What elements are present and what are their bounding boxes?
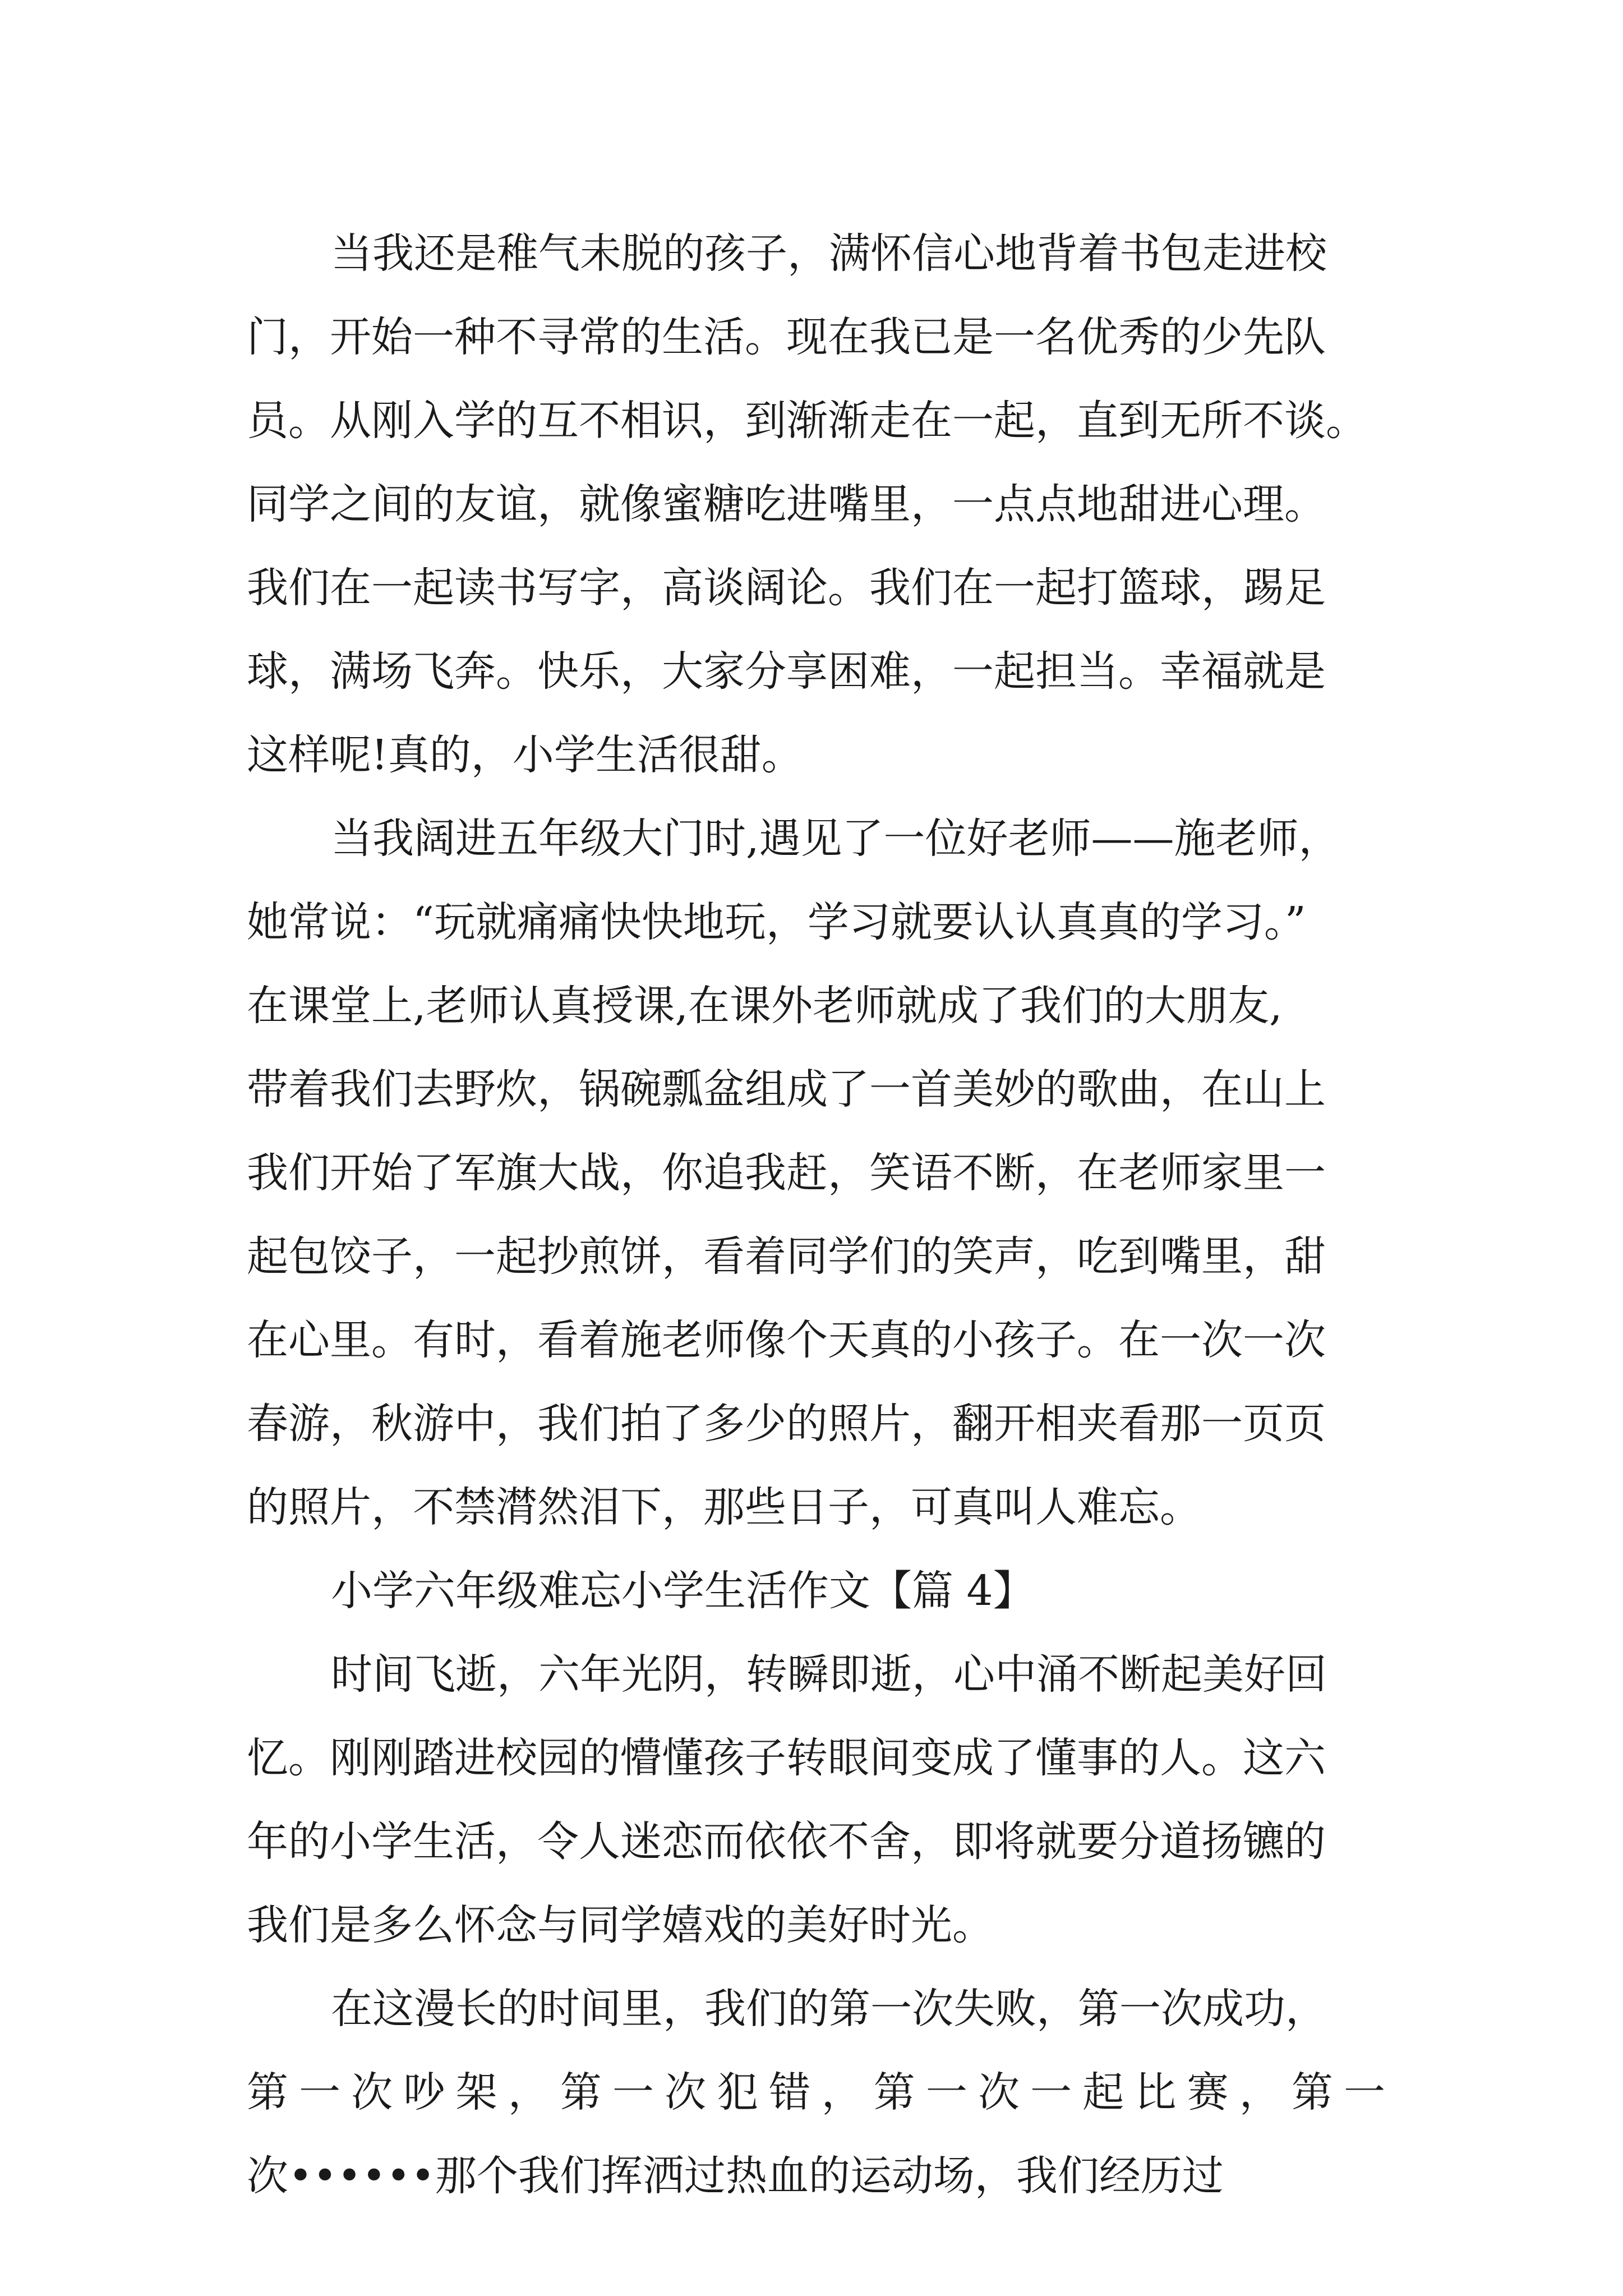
text-line: 当我阔进五年级大门时,遇见了一位好老师——施老师， [331, 815, 1340, 863]
text-line: 的照片，不禁潸然泪下，那些日子，可真叫人难忘。 [247, 1483, 1201, 1531]
text-line: 员。从刚入学的互不相识，到渐渐走在一起，直到无所不谈。 [247, 397, 1367, 445]
text-line: 我们是多么怀念与同学嬉戏的美好时光。 [247, 1901, 994, 1949]
text-line: 次••••••那个我们挥洒过热血的运动场，我们经历过 [247, 2152, 1224, 2200]
text-line: 在课堂上,老师认真授课,在课外老师就成了我们的大朋友, [247, 982, 1283, 1030]
text-line: 球，满场飞奔。快乐，大家分享困难，一起担当。幸福就是 [247, 647, 1326, 696]
text-line: 这样呢!真的，小学生活很甜。 [247, 731, 803, 779]
text-line: 我们开始了军旗大战，你追我赶，笑语不断，在老师家里一 [247, 1149, 1326, 1197]
text-line: 在这漫长的时间里，我们的第一次失败，第一次成功， [331, 1985, 1327, 2033]
text-line: 当我还是稚气未脱的孩子，满怀信心地背着书包走进校 [331, 229, 1327, 278]
text-line: 春游，秋游中，我们拍了多少的照片，翻开相夹看那一页页 [247, 1400, 1326, 1448]
text-line: 时间飞逝，六年光阴，转瞬即逝，心中涌不断起美好回 [331, 1650, 1327, 1699]
text-line: 在心里。有时，看着施老师像个天真的小孩子。在一次一次 [247, 1316, 1326, 1364]
text-line: 年的小学生活，令人迷恋而依依不舍，即将就要分道扬镳的 [247, 1818, 1326, 1866]
body-text [247, 212, 1385, 2218]
text-line: 同学之间的友谊，就像蜜糖吃进嘴里，一点点地甜进心理。 [247, 480, 1326, 528]
text-line: 门，开始一种不寻常的生活。现在我已是一名优秀的少先队 [247, 313, 1326, 361]
text-line: 带着我们去野炊，锅碗瓢盆组成了一首美妙的歌曲，在山上 [247, 1065, 1326, 1114]
text-line: 忆。刚刚踏进校园的懵懂孩子转眼间变成了懂事的人。这六 [247, 1734, 1326, 1782]
text-line: 第一次吵架，第一次犯错，第一次一起比赛，第一 [247, 2068, 1385, 2116]
text-line: 起包饺子，一起抄煎饼，看着同学们的笑声，吃到嘴里，甜 [247, 1232, 1326, 1281]
section-heading: 小学六年级难忘小学生活作文【篇 4】 [331, 1567, 1035, 1615]
text-line: 她常说：“玩就痛痛快快地玩，学习就要认认真真的学习。” [247, 898, 1306, 946]
text-line: 我们在一起读书写字，高谈阔论。我们在一起打篮球，踢足 [247, 564, 1326, 612]
